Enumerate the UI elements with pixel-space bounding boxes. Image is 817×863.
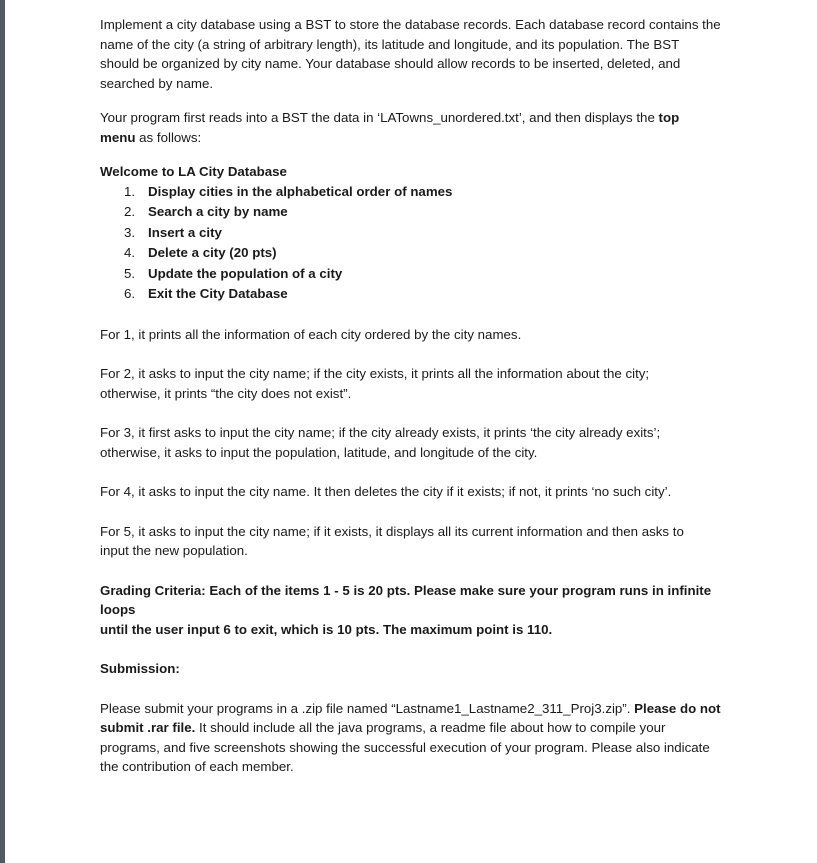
submission-heading: Submission:: [100, 661, 180, 676]
program-top-bold: top: [658, 110, 680, 125]
desc-5-paragraph: [100, 522, 740, 561]
menu-item-number: 6.: [124, 286, 136, 301]
grading-line-1: Grading Criteria: Each of the items 1 - 5 is 20 pts. Please make sure your program runs in infinite loops: [100, 582, 712, 617]
menu-item-5: [100, 264, 740, 285]
desc-2-paragraph: [100, 364, 740, 403]
desc-4-paragraph: For 4, it asks to input the city name. It then deletes the city if it exists; if not, it prints ‘no such city’.: [100, 484, 672, 499]
menu-item-number: 4.: [124, 245, 136, 260]
menu-item-3: [100, 223, 740, 244]
menu-item-1: [100, 182, 740, 203]
intro-line-1: Implement a city database using a BST to store the database records. Each database record contains the: [100, 17, 721, 32]
program-line-1: Your program first reads into a BST the data in ‘LATowns_unordered.txt’, and then displays the: [100, 110, 659, 125]
intro-paragraph: [100, 15, 740, 93]
menu-list: [100, 182, 740, 305]
menu-item-2: [100, 202, 740, 223]
desc-3-line-2: otherwise, it asks to input the population, latitude, and longitude of the city.: [100, 444, 538, 460]
submission-line-3: programs, and five screenshots showing the successful execution of your program. Please also indicate: [100, 739, 710, 755]
menu-item-label: Delete a city (20 pts): [148, 245, 277, 260]
viewer-left-border: [0, 0, 5, 863]
menu-item-number: 5.: [124, 265, 136, 281]
program-menu-bold: menu: [100, 129, 136, 145]
submission-paragraph: [100, 699, 740, 777]
menu-item-number: 2.: [124, 204, 136, 219]
desc-2-line-2: otherwise, it prints “the city does not exist”.: [100, 385, 352, 401]
desc-3-paragraph: [100, 423, 740, 462]
menu-item-6: [100, 284, 740, 305]
menu-item-number: 3.: [124, 224, 136, 240]
menu-item-4: [100, 243, 740, 264]
grading-paragraph: [100, 581, 740, 640]
menu-title: Welcome to LA City Database: [100, 164, 287, 179]
menu-item-number: 1.: [124, 183, 136, 199]
document-page: [100, 15, 740, 792]
intro-line-3: should be organized by city name. Your database should allow records to be inserted, deleted, and: [100, 56, 681, 71]
menu-item-label: Search a city by name: [148, 204, 288, 219]
desc-5-line-1: For 5, it asks to input the city name; if it exists, it displays all its current information and then asks to: [100, 523, 684, 539]
program-line-2: as follows:: [135, 129, 202, 145]
menu-item-label: Insert a city: [148, 224, 222, 240]
submission-line-4: the contribution of each member.: [100, 759, 294, 774]
submission-line-1: Please submit your programs in a .zip file named “Lastname1_Lastname2_311_Proj3.zip”.: [100, 700, 635, 716]
menu-item-label: Exit the City Database: [148, 286, 288, 301]
desc-2-line-1: For 2, it asks to input the city name; if the city exists, it prints all the information about the city;: [100, 366, 650, 381]
desc-3-line-1: For 3, it first asks to input the city name; if the city already exists, it prints ‘the city already exits’;: [100, 425, 661, 440]
menu-item-label: Display cities in the alphabetical order of names: [148, 183, 453, 199]
submission-bold-2: submit .rar file.: [100, 720, 196, 735]
desc-1-paragraph: For 1, it prints all the information of each city ordered by the city names.: [100, 326, 522, 342]
desc-5-line-2: input the new population.: [100, 543, 248, 558]
program-paragraph: [100, 108, 740, 147]
grading-line-2: until the user input 6 to exit, which is 10 pts. The maximum point is 110.: [100, 621, 553, 637]
submission-line-2: It should include all the java programs, a readme file about how to compile your: [195, 720, 666, 735]
submission-bold-1: Please do not: [634, 700, 721, 716]
intro-line-4: searched by name.: [100, 75, 214, 91]
intro-line-2: name of the city (a string of arbitrary length), its latitude and longitude, and its population. The BST: [100, 36, 680, 52]
menu-item-label: Update the population of a city: [148, 265, 343, 281]
